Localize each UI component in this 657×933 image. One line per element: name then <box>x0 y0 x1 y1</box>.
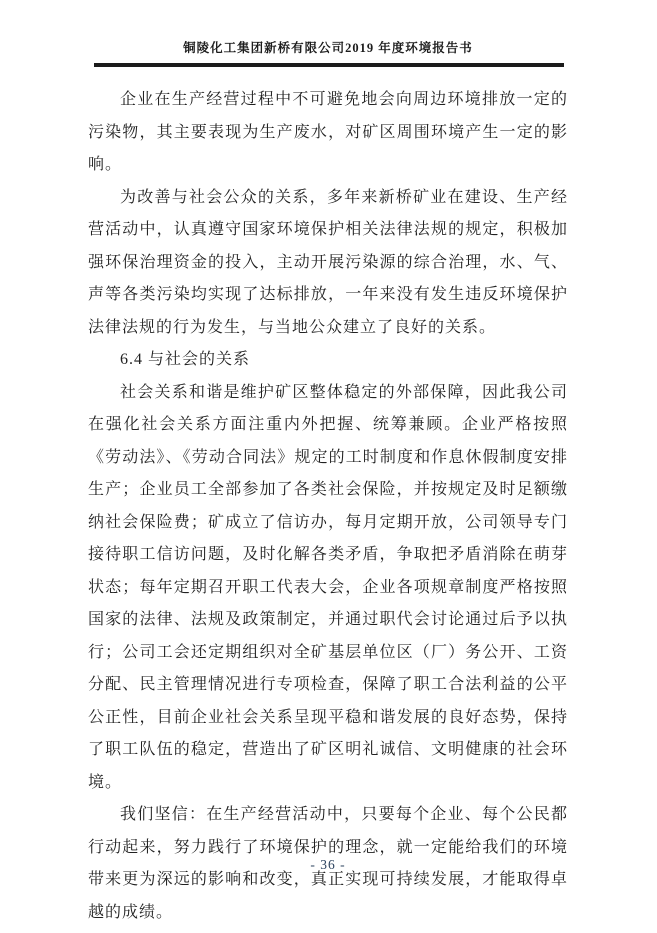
section-heading-6-4: 6.4 与社会的关系 <box>120 351 251 368</box>
paragraph-conclusion: 我们坚信：在生产经营活动中，只要每个企业、每个公民都行动起来，努力践行了环境保护的理念，就一定能给我们的环境带来更为深远的影响和改变，真正实现可持续发展，才能取得卓越的成绩。 <box>88 806 568 921</box>
header-rule <box>94 63 564 67</box>
paragraph-social-relations: 社会关系和谐是维护矿区整体稳定的外部保障，因此我公司在强化社会关系方面注重内外把握、统筹兼顾。企业严格按照《劳动法》、《劳动合同法》规定的工时制度和作息休假制度安排生产；企业员工全部参加了各类社会保险，并按规定及时足额缴纳社会保险费；矿成立了信访办，每月定期开放，公司领导专门接待职工信访问题，及时化解各类矛盾，争取把矛盾消除在萌芽状态；每年定期召开职工代表大会，企业各项规章制度严格按照国家的法律、法规及政策制定，并通过职代会讨论通过后予以执行；公司工会还定期组织对全矿基层单位区（厂）务公开、工资分配、民主管理情况进行专项检查，保障了职工合法利益的公平公正性，目前企业社会关系呈现平稳和谐发展的良好态势，保持了职工队伍的稳定，营造出了矿区明礼诚信、文明健康的社会环境。 <box>88 383 568 791</box>
paragraph-pollution-impact: 企业在生产经营过程中不可避免地会向周边环境排放一定的污染物，其主要表现为生产废水，对矿区周围环境产生一定的影响。 <box>88 91 568 173</box>
page-header <box>88 0 568 67</box>
page-number: - 36 - <box>310 857 346 872</box>
page-footer <box>88 856 568 874</box>
header-title: 铜陵化工集团新桥有限公司2019 年度环境报告书 <box>183 41 473 55</box>
page-body <box>88 84 568 929</box>
paragraph-public-relations: 为改善与社会公众的关系，多年来新桥矿业在建设、生产经营活动中，认真遵守国家环境保护相关法律法规的规定，积极加强环保治理资金的投入，主动开展污染源的综合治理，水、气、声等各类污染均实现了达标排放，一年来没有发生违反环境保护法律法规的行为发生，与当地公众建立了良好的关系。 <box>88 188 568 336</box>
